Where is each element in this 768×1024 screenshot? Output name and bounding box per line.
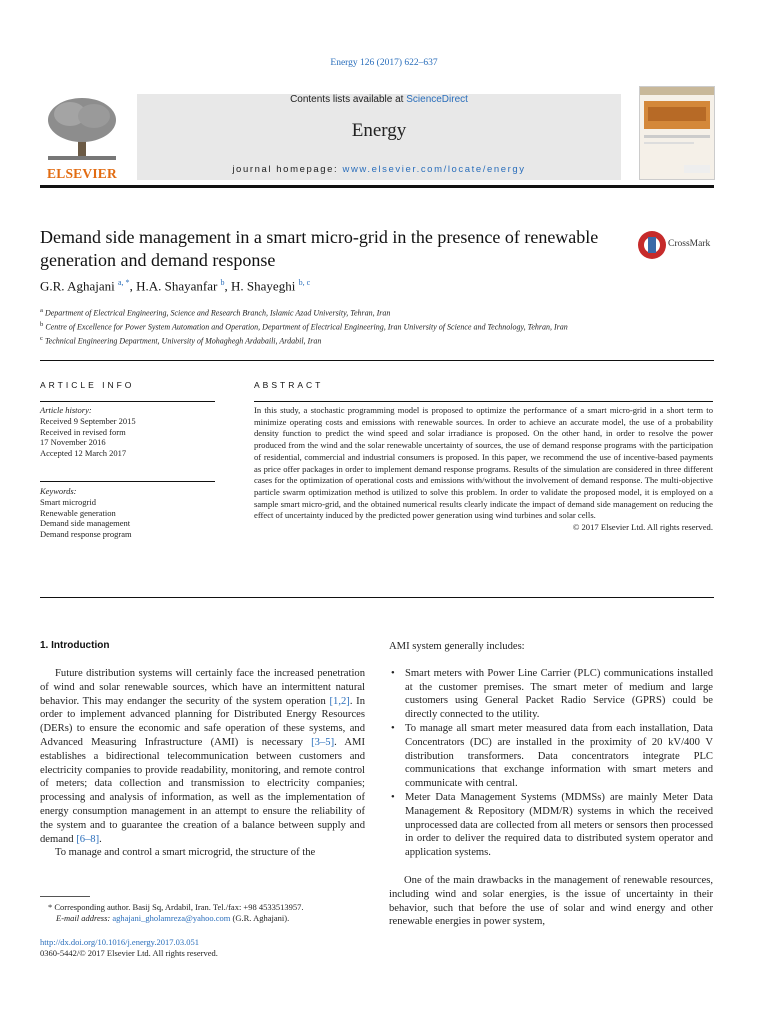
list-item: • To manage all smart meter measured data from each installation, Data Concentrators (DC) are installed in the proximity of 20 kV/400 V distribution transformers. Data concentrators integrate PLC communications that exchange information with smart meters and communicate with central. (389, 722, 713, 791)
publisher-wordmark: ELSEVIER (47, 166, 117, 181)
author-affil-sup[interactable]: b (220, 278, 225, 287)
author-name[interactable]: H.A. Shayanfar (136, 278, 218, 294)
keyword-item: Demand side management (40, 518, 131, 529)
list-item: • Smart meters with Power Line Carrier (PLC) communications installed at the customer premises. The smart meter of medium and large customers using General Packet Radio Service (GPRS) could be directly connected to the utility. (389, 667, 713, 722)
history-label: Article history: (40, 405, 92, 415)
doi-link[interactable]: http://dx.doi.org/10.1016/j.energy.2017.03.051 (40, 937, 199, 947)
abstract-copyright: © 2017 Elsevier Ltd. All rights reserved. (572, 522, 713, 533)
keyword-item: Renewable generation (40, 507, 116, 518)
intro-paragraph: One of the main drawbacks in the management of renewable resources, including wind and solar energies, is the issue of uncertainty in their behavior, such that before the use of solar and wind energy and other renewable energies in power system, (389, 874, 713, 928)
intro-left-column (40, 667, 365, 860)
affiliation-item: $^a$ Department of Electrical Engineering, Science and Research Branch, Islamic Azad University, Tehran, Iran (40, 307, 391, 318)
footnote-rule (40, 896, 90, 897)
doi-block (40, 937, 218, 959)
intro-right-column (389, 640, 713, 929)
keywords-rule (40, 481, 215, 482)
history-item: 17 November 2016 (40, 437, 106, 448)
ami-lead: AMI system generally includes: (389, 641, 525, 652)
homepage-prefix: journal homepage: (232, 164, 343, 175)
header-rule (40, 185, 714, 188)
journal-header-band (137, 94, 621, 180)
author-name[interactable]: H. Shayeghi (231, 278, 296, 294)
journal-title: Energy (351, 120, 407, 141)
email-line: E-mail address: aghajani_gholamreza@yahoo.com (G.R. Aghajani). (56, 913, 290, 923)
abstract-body (254, 405, 713, 534)
reference-link[interactable]: [6–8] (76, 833, 100, 845)
abstract-text: In this study, a stochastic programming model is proposed to optimize the performance of a smart micro-grid in a short term to minimize operating costs and emissions with renewable sources. In order to achieve an accurate model, the use of a probability density function to predict the wind speed and solar irradiance is proposed. On the other hand, in order to resolve the power produced from the wind and the solar renewable uncertainty of sources, the use of demand response programs with the participation of residential, commercial and industrial consumers is proposed. In this paper, we recommend the use of incentive-based payments as price offer packages in order to implement demand response programs. Results of the simulation are considered in three different cases for the optimization of operational costs and emissions with/without the involvement of demand response. The multi-objective particle swarm optimization method is utilized to solve this problem. In order to validate the proposed model, it is employed on a sample smart micro-grid, and the obtained numerical results clearly indicate the impact of demand side management on reducing the effect of uncertainty induced by the predicted power generation using wind turbines and solar cells. (254, 405, 713, 521)
author-list: G.R. Aghajani $^{a, *}$, H.A. Shayanfar $^b$, H. Shayeghi $^{b, c}$ (40, 278, 311, 294)
journal-homepage (137, 164, 621, 175)
affiliation-item: $^c$ Technical Engineering Department, University of Mohaghegh Ardabaili, Ardabil, Iran (40, 335, 322, 346)
keyword-item: Demand response program (40, 529, 132, 540)
reference-link[interactable]: [1,2] (329, 695, 350, 707)
reference-link[interactable]: [3–5] (311, 736, 335, 748)
author-affil-sup[interactable]: b, c (298, 278, 311, 287)
email-link[interactable]: aghajani_gholamreza@yahoo.com (112, 913, 231, 923)
article-info-heading: ARTICLE INFO (40, 380, 135, 390)
intro-paragraph: To manage and control a smart microgrid, the structure of the (55, 847, 316, 859)
article-history (40, 405, 215, 459)
crossmark-label: CrossMark (668, 239, 711, 249)
affiliation-item: $^b$ Centre of Excellence for Power System Automation and Operation, Department of Electrical Engineering, Iran University of Science and Technology, Tehran, Iran (40, 321, 568, 332)
corresponding-author: * Corresponding author. Basij Sq, Ardabil, Iran. Tel./fax: +98 4533513957. (48, 902, 304, 912)
author-affil-sup[interactable]: a, * (118, 278, 130, 287)
journal-citation[interactable]: Energy 126 (2017) 622–637 (330, 58, 438, 68)
intro-paragraph: Future distribution systems will certainly face the increased penetration of wind and solar renewable sources, which have an intermittent natural behavior. This may endanger the security of the system operation [1,2]. In order to implement advanced planning for Distributed Energy Resources (DERs) to ensure the economic and safe operation of these systems, and Advanced Measuring Infrastructure (AMI) is necessary [3–5]. AMI establishes a bidirectional telecommunication between customers and electricity companies to provide readability, monitoring, and remote control of meters; data collection and transmission to electricity companies; processing and analysis of information, as well as the implementation of energy consumption management in an attempt to ensure the reliability of the system and to guarantee the creation of a balance between supply and demand [6–8]. (40, 668, 366, 845)
article-title: Demand side management in a smart micro-grid in the presence of renewable generation and demand response (40, 227, 599, 270)
contents-line (137, 94, 621, 105)
homepage-link[interactable]: www.elsevier.com/locate/energy (342, 164, 526, 175)
history-item: Received in revised form (40, 426, 126, 437)
affiliation-rule (40, 360, 714, 361)
keywords-label: Keywords: (40, 486, 77, 496)
abstract-heading: ABSTRACT (254, 380, 324, 390)
history-item: Accepted 12 March 2017 (40, 448, 127, 459)
list-item: • Meter Data Management Systems (MDMSs) are mainly Meter Data Management & Repository (MDM/R) systems in which the received unprocessed data are collected from all meters or sensors then processed in order to deliver the required data to distributed system operator and application systems. (389, 791, 713, 860)
ami-bullet-list (389, 667, 713, 860)
abstract-end-rule (40, 597, 714, 598)
author-name[interactable]: G.R. Aghajani (40, 278, 115, 294)
abstract-rule (254, 401, 713, 402)
section-heading-introduction: 1. Introduction (40, 640, 110, 651)
crossmark-badge[interactable] (637, 229, 717, 261)
affiliations (40, 305, 640, 347)
history-item: Received 9 September 2015 (40, 415, 136, 426)
contents-prefix: Contents lists available at (290, 94, 407, 105)
corresponding-author-footnote (40, 902, 370, 924)
issn-line: 0360-5442/© 2017 Elsevier Ltd. All rights reserved. (40, 948, 218, 958)
sciencedirect-link[interactable]: ScienceDirect (406, 94, 468, 105)
article-info-rule (40, 401, 215, 402)
keywords-block (40, 486, 215, 540)
keyword-item: Smart microgrid (40, 496, 96, 507)
journal-cover-image (639, 86, 715, 180)
